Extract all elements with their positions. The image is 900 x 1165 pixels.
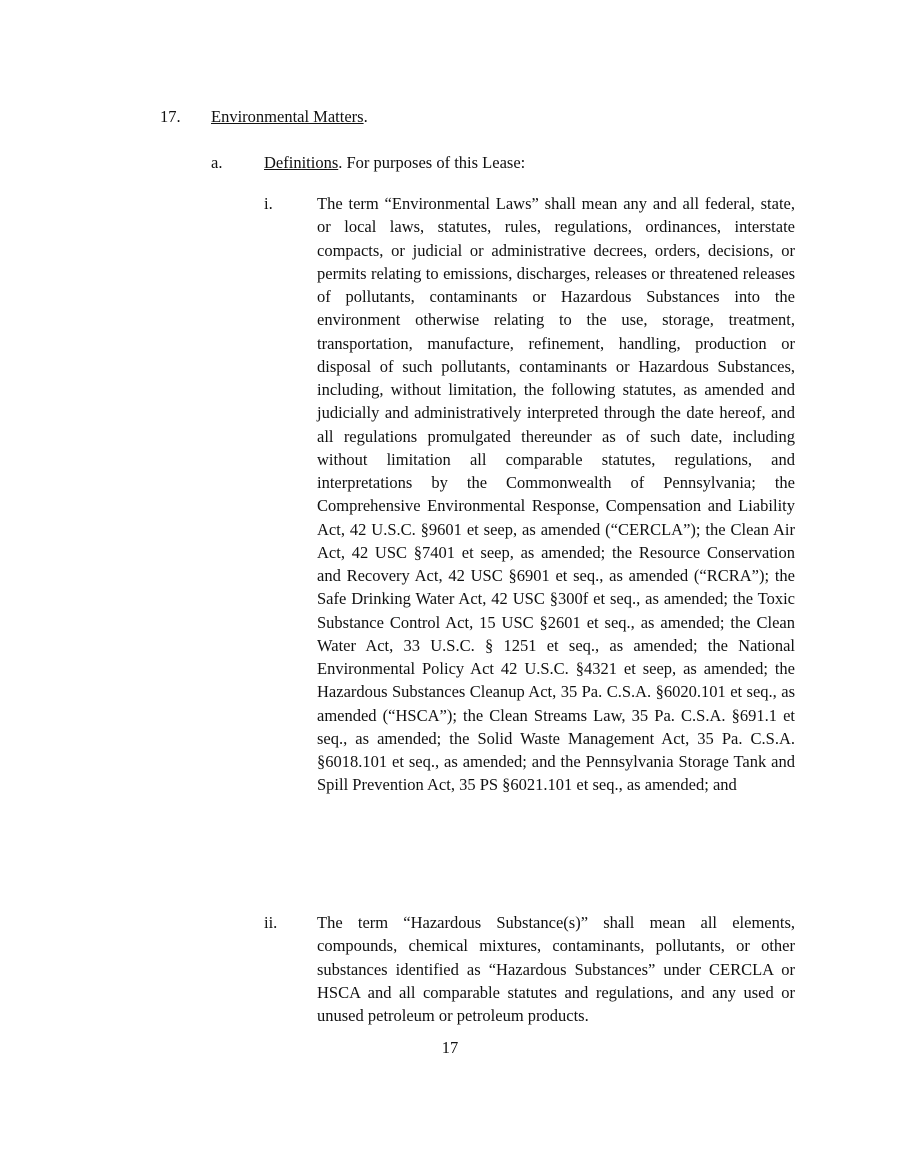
subsection-intro: . For purposes of this Lease: — [338, 153, 526, 172]
subsection-heading: Definitions — [264, 153, 339, 172]
item-paragraph: The term “Environmental Laws” shall mean any and all federal, state, or local laws, statutes, rules, regulations, ordinances, interstate compacts, or judicial or administrative decrees, orders, decisions, or permits relating to emissions, discharges, releases or threatened releases of pollutants, contaminants or Hazardous Substances into the environment otherwise relating to the use, storage, treatment, transportation, manufacture, refinement, handling, production or disposal of such pollutants, contaminants or Hazardous Substances, including, without limitation, the following statutes, as amended and judicially and administratively interpreted through the date hereof, and all regulations promulgated thereunder as of such date, including without limitation all comparable statutes, regulations, and interpretations by the Commonwealth of Pennsylvania; the Comprehensive Environmental Response, Compensation and Liability Act, 42 U.S.C. §9601 et seep, as amended (“CERCLA”); the Clean Air Act, 42 USC §7401 et seep, as amended; the Resource Conservation and Recovery Act, 42 USC §6901 et seq., as amended (“RCRA”); the Safe Drinking Water Act, 42 USC §300f et seq., as amended; the Toxic Substance Control Act, 15 USC §2601 et seq., as amended; the Clean Water Act, 33 U.S.C. § 1251 et seq., as amended; the National Environmental Policy Act 42 U.S.C. §4321 et seep, as amended; the Hazardous Substances Cleanup Act, 35 Pa. C.S.A. §6020.101 et seq., as amended (“HSCA”); the Clean Streams Law, 35 Pa. C.S.A. §691.1 et seq., as amended; the Solid Waste Management Act, 35 Pa. C.S.A. §6018.101 et seq., as amended; and the Pennsylvania Storage Tank and Spill Prevention Act, 35 PS §6021.101 et seq., as amended; and — [317, 194, 795, 795]
item-numeral: ii. — [264, 913, 278, 932]
section-number: 17. — [160, 107, 181, 126]
page-number: 17 — [441, 1038, 459, 1057]
item-numeral: i. — [264, 194, 273, 213]
subsection-line — [264, 151, 525, 174]
section-title-suffix: . — [363, 107, 368, 126]
section-title: Environmental Matters — [211, 107, 364, 126]
subsection-letter: a. — [211, 153, 223, 172]
item-paragraph: The term “Hazardous Substance(s)” shall mean all elements, compounds, chemical mixtures, contaminants, pollutants, or other substances identified as “Hazardous Substances” under CERCLA or HSCA and all comparable statutes and regulations, and any used or unused petroleum or petroleum products. — [317, 913, 795, 1025]
section-title-line — [211, 105, 368, 128]
